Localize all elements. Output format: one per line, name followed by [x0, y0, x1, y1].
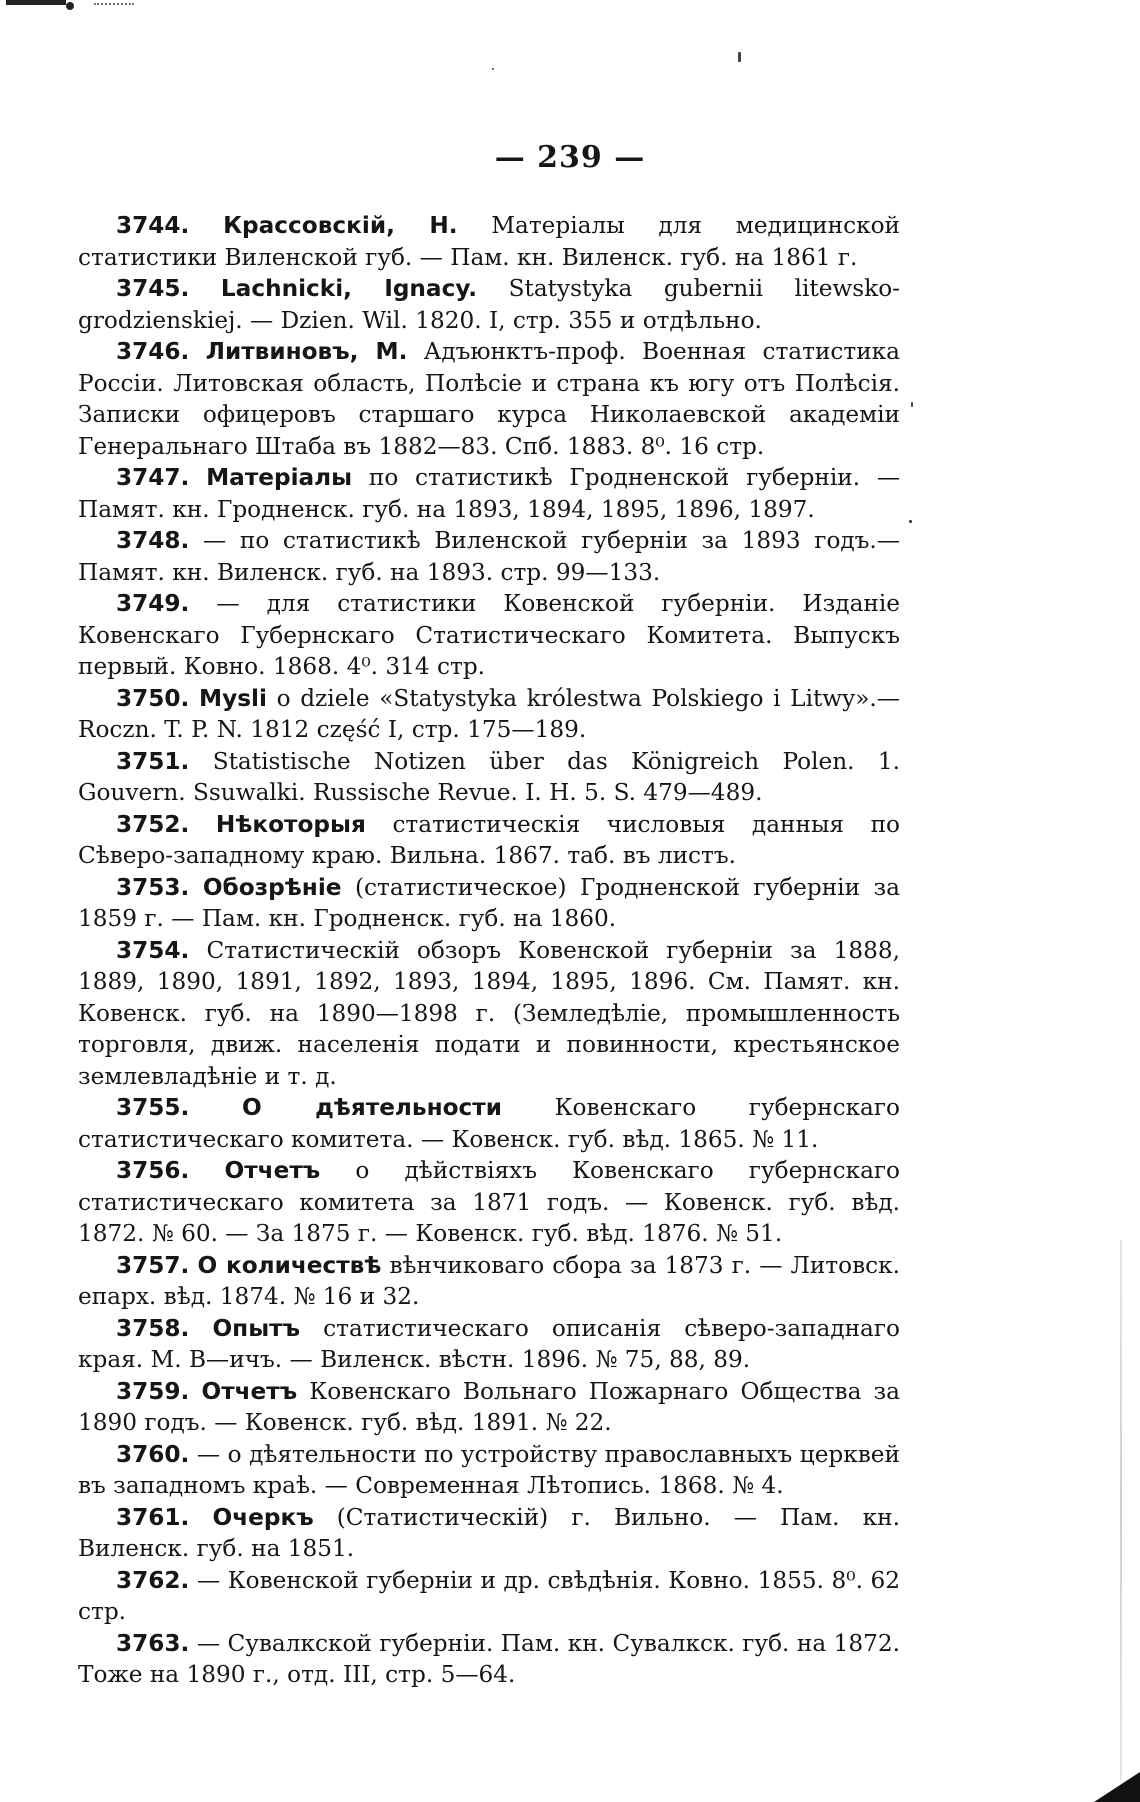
entry-heading: Отчетъ	[201, 1377, 298, 1405]
bibliography-entry	[78, 1502, 900, 1565]
entry-text: Ковенскаго Вольнаго Пожарнаго Общества за 1890 годъ. — Ковенск. губ. вѣд. 1891. № 22.	[78, 1377, 901, 1436]
entry-text: вѣнчиковаго сбора за 1873 г. — Литовск. епарх. вѣд. 1874. № 16 и 32.	[78, 1251, 900, 1310]
scan-speck	[911, 402, 913, 407]
entry-number: 3759.	[116, 1377, 190, 1405]
bibliography-entry	[78, 462, 900, 525]
bibliography-entry	[78, 1155, 900, 1250]
entry-heading: Mysli	[199, 684, 267, 712]
bibliography-entry	[78, 588, 900, 683]
bibliography-entry	[78, 1376, 900, 1439]
entry-number: 3752.	[116, 810, 190, 838]
entry-number: 3754.	[116, 936, 190, 964]
entry-heading: Обозрѣніе	[202, 873, 342, 901]
entry-number: 3761.	[116, 1503, 190, 1531]
bibliography-entry	[78, 1565, 900, 1628]
entry-heading: Очеркъ	[212, 1503, 314, 1531]
page-number: — 239 —	[494, 140, 646, 175]
entry-text: статистическаго описанія сѣверо-западнаго края. М. В—ичъ. — Виленск. вѣстн. 1896. № 75, 88, 89.	[78, 1314, 900, 1373]
bibliography-entry	[78, 872, 900, 935]
bibliography-entry	[78, 210, 900, 273]
entry-text: — о дѣятельности по устройству православныхъ церквей въ западномъ краѣ. — Современная Лѣтопись. 1868. № 4.	[78, 1440, 900, 1499]
entry-number: 3758.	[116, 1314, 190, 1342]
entry-number: 3749.	[116, 590, 190, 617]
entry-number: 3756.	[116, 1157, 190, 1184]
entry-number: 3746.	[116, 338, 190, 365]
entry-number: 3751.	[116, 747, 190, 775]
entry-text: Матеріалы для медицинской статистики Виленской губ. — Пам. кн. Виленск. губ. на 1861 г.	[78, 212, 900, 271]
entry-heading: Крассовскій, Н.	[223, 212, 458, 239]
entry-text: — для статистики Ковенской губерніи. Изданіе Ковенскаго Губернскаго Статистическаго Комитета. Выпускъ первый. Ковно. 1868. 4⁰. 314 стр.	[78, 590, 900, 680]
bibliography-entry	[78, 1092, 900, 1155]
entry-number: 3745.	[116, 275, 190, 302]
entry-number: 3750.	[116, 684, 190, 712]
entry-number: 3753.	[116, 873, 190, 901]
scan-speck	[492, 68, 494, 70]
entry-text: Статистическій обзоръ Ковенской губерніи за 1888, 1889, 1890, 1891, 1892, 1893, 1894, 1895, 1896. См. Памят. кн. Ковенск. губ. на 1890—1898 г. (Земледѣліе, промышленность торговля, движ. населенія подати и повинности, крестьянское землевладѣніе и т. д.	[78, 936, 900, 1090]
entry-heading: Матеріалы	[206, 464, 353, 491]
entry-text: (Статистическій) г. Вильно. — Пам. кн. Виленск. губ. на 1851.	[78, 1503, 900, 1562]
entry-text: по статистикѣ Гродненской губерніи. — Памят. кн. Гродненск. губ. на 1893, 1894, 1895, 1896, 1897.	[78, 464, 901, 523]
bibliography-entry	[78, 1250, 900, 1313]
entry-number: 3762.	[116, 1566, 190, 1594]
scan-speck	[738, 52, 741, 62]
entry-number: 3744.	[116, 212, 190, 239]
scan-artifact-mark	[6, 0, 66, 5]
entry-heading: Отчетъ	[224, 1157, 321, 1184]
entry-number: 3763.	[116, 1629, 190, 1657]
bibliography-list	[78, 210, 900, 1691]
bibliography-entry	[78, 935, 900, 1093]
entry-text: статистическія числовыя данныя по Сѣверо-западному краю. Вильна. 1867. таб. въ листъ.	[78, 810, 900, 869]
bibliography-entry	[78, 1628, 900, 1691]
page-corner-fold	[1094, 1772, 1140, 1802]
entry-number: 3748.	[116, 527, 190, 554]
entry-heading: О дѣятельности	[242, 1094, 502, 1121]
bibliography-entry	[78, 336, 900, 462]
entry-text: — Сувалкской губерніи. Пам. кн. Сувалкск. губ. на 1872. Тоже на 1890 г., отд. III, стр. 5—64.	[78, 1629, 900, 1688]
entry-text: Statystyka gubernii litewsko-grodzienskiej. — Dzien. Wil. 1820. I, стр. 355 и отдѣльно.	[78, 275, 901, 334]
scan-speck	[909, 520, 912, 523]
scan-artifact-dot	[66, 2, 74, 10]
entry-text: — Ковенской губерніи и др. свѣдѣнія. Ковно. 1855. 8⁰. 62 стр.	[78, 1566, 901, 1625]
bibliography-entry	[78, 273, 900, 336]
entry-heading: Нѣкоторыя	[215, 810, 366, 838]
entry-number: 3747.	[116, 464, 190, 491]
bibliography-entry	[78, 809, 900, 872]
entry-text: o dziele «Statystyka królestwa Polskiego i Litwy».— Roczn. T. P. N. 1812 część I, стр. 175—189.	[78, 684, 900, 743]
entry-text: о дѣйствіяхъ Ковенскаго губернскаго статистическаго комитета за 1871 годъ. — Ковенск. губ. вѣд. 1872. № 60. — За 1875 г. — Ковенск. губ. вѣд. 1876. № 51.	[78, 1157, 900, 1247]
scan-artifact-dash	[94, 3, 134, 7]
entry-heading: Опытъ	[212, 1314, 301, 1342]
entry-text: (статистическое) Гродненской губерніи за 1859 г. — Пам. кн. Гродненск. губ. на 1860.	[78, 873, 900, 932]
entry-number: 3755.	[116, 1094, 190, 1121]
entry-heading: Литвиновъ, М.	[205, 338, 408, 365]
bibliography-entry	[78, 525, 900, 588]
page-edge-shadow	[1120, 1240, 1122, 1780]
bibliography-entry	[78, 1313, 900, 1376]
entry-text: Statistische Notizen über das Königreich Polen. 1. Gouvern. Ssuwalki. Russische Revue. I. H. 5. S. 479—489.	[78, 747, 900, 806]
entry-heading: Lachnicki, Ignacy.	[220, 275, 478, 302]
entry-number: 3757.	[116, 1251, 190, 1279]
entry-heading: О количествѣ	[197, 1251, 382, 1279]
bibliography-entry	[78, 683, 900, 746]
entry-text: — по статистикѣ Виленской губерніи за 1893 годъ.— Памят. кн. Виленск. губ. на 1893. стр. 99—133.	[78, 527, 900, 586]
bibliography-entry	[78, 746, 900, 809]
bibliography-entry	[78, 1439, 900, 1502]
entry-text: Ковенскаго губернскаго статистическаго комитета. — Ковенск. губ. вѣд. 1865. № 11.	[78, 1094, 900, 1153]
entry-number: 3760.	[116, 1440, 190, 1468]
entry-text: Адъюнктъ-проф. Военная статистика Россіи. Литовская область, Полѣсіе и страна къ югу отъ Полѣсія. Записки офицеровъ старшаго курса Николаевской академіи Генеральнаго Штаба въ 1882—83. Спб. 1883. 8⁰. 16 стр.	[78, 338, 900, 460]
